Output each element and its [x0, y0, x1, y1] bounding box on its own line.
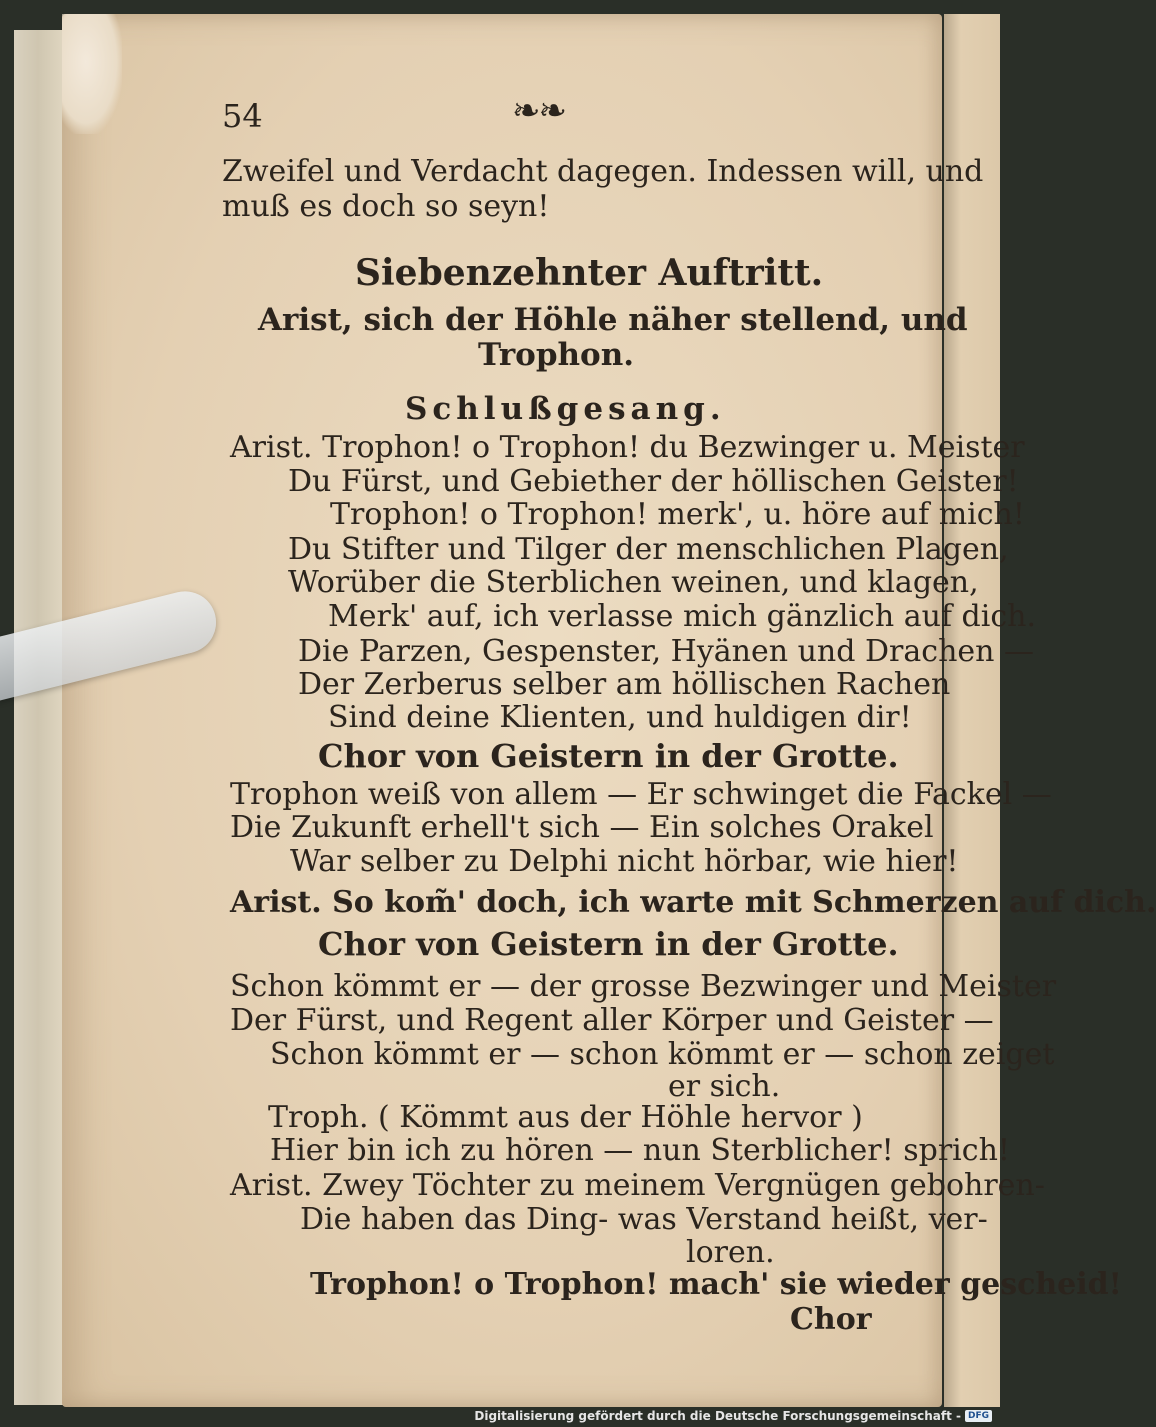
chorus-heading: Chor von Geistern in der Grotte. — [318, 925, 899, 963]
verse-line: Die Parzen, Gespenster, Hyänen und Drachen — — [298, 634, 1034, 669]
verse-line: Du Fürst, und Gebiether der höllischen Geister! — [288, 464, 1019, 499]
verse-line: Trophon! o Trophon! mach' sie wieder gescheid! — [310, 1267, 1122, 1302]
catchword: Chor — [790, 1302, 872, 1337]
verse-line: Die haben das Ding- was Verstand heißt, ver- — [300, 1202, 988, 1237]
verse-line: Merk' auf, ich verlasse mich gänzlich auf dich. — [328, 599, 1037, 634]
verse-line: Trophon! o Trophon! merk', u. höre auf mich! — [330, 497, 1025, 532]
ornament-icon: ❧❧ — [512, 91, 565, 131]
page-number: 54 — [222, 97, 263, 135]
verse-line: Arist. Zwey Töchter zu meinem Vergnügen gebohren- — [230, 1168, 1045, 1203]
digitization-credit — [474, 1409, 992, 1423]
text-line: Zweifel und Verdacht dagegen. Indessen will, und — [222, 154, 984, 189]
chorus-heading: Chor von Geistern in der Grotte. — [318, 737, 899, 775]
verse-line: Die Zukunft erhell't sich — Ein solches Orakel — [230, 810, 934, 845]
verse-line: Schon kömmt er — schon kömmt er — schon zeiget — [270, 1037, 1055, 1072]
scene-heading: Siebenzehnter Auftritt. — [355, 252, 824, 294]
verse-line: Der Fürst, und Regent aller Körper und Geister — — [230, 1003, 994, 1038]
page-tear — [62, 14, 122, 134]
verse-line: Der Zerberus selber am höllischen Rachen — [298, 667, 951, 702]
verse-line: Du Stifter und Tilger der menschlichen Plagen, — [288, 532, 1009, 567]
verse-line: Worüber die Sterblichen weinen, und klagen, — [288, 565, 979, 600]
dfg-logo: DFG — [965, 1410, 992, 1422]
verse-line: er sich. — [668, 1069, 781, 1104]
stage-direction: Troph. ( Kömmt aus der Höhle hervor ) — [268, 1100, 863, 1135]
verse-line: Arist. Trophon! o Trophon! du Bezwinger u. Meister — [230, 430, 1025, 465]
verse-line: Hier bin ich zu hören — nun Sterblicher! sprich! — [270, 1133, 1010, 1168]
credit-text: Digitalisierung gefördert durch die Deutsche Forschungsgemeinschaft - — [474, 1409, 961, 1423]
verse-line: War selber zu Delphi nicht hörbar, wie hier! — [290, 844, 959, 879]
verse-line: Arist. So kom̃' doch, ich warte mit Schmerzen auf dich. — [230, 885, 1156, 920]
verse-line: Trophon weiß von allem — Er schwinget die Fackel — — [230, 777, 1052, 812]
verse-line: loren. — [686, 1235, 775, 1270]
stage-direction: Trophon. — [478, 337, 635, 373]
stage-direction: Arist, sich der Höhle näher stellend, und — [258, 302, 968, 338]
section-title: Schlußgesang. — [405, 391, 726, 427]
verse-line: Sind deine Klienten, und huldigen dir! — [328, 700, 912, 735]
verse-line: Schon kömmt er — der grosse Bezwinger und Meister — [230, 969, 1057, 1004]
text-line: muß es doch so seyn! — [222, 189, 550, 224]
